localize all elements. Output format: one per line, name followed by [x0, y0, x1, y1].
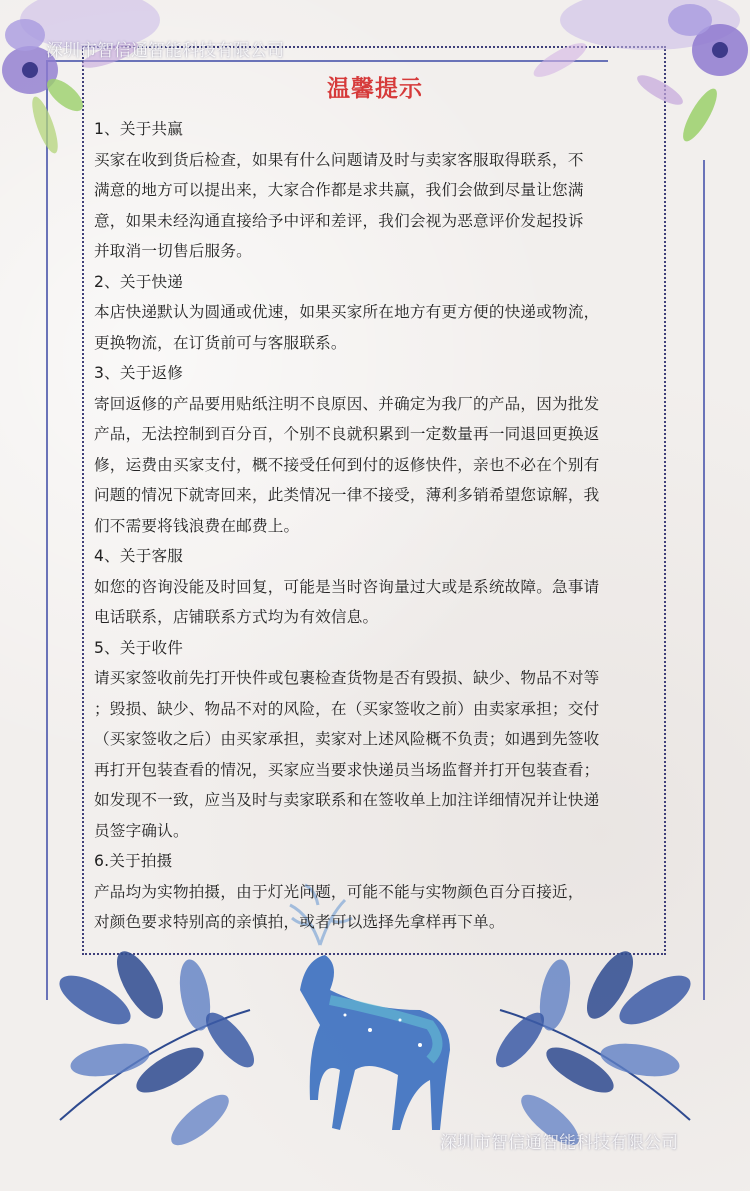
section-text-line: 买家在收到货后检查，如果有什么问题请及时与卖家客服取得联系，不 — [94, 150, 584, 169]
section-text-line: 产品均为实物拍摄，由于灯光问题，可能不能与实物颜色百分百接近， — [94, 882, 584, 901]
section-text-line: 请买家签收前先打开快件或包裹检查货物是否有毁损、缺少、物品不对等 — [94, 669, 600, 687]
section-text-line: （买家签收之后）由买家承担，卖家对上述风险概不负责；如遇到先签收 — [94, 730, 600, 748]
section-text-line: 满意的地方可以提出来，大家合作都是求共赢，我们会做到尽量让您满 — [94, 181, 584, 199]
section-heading: 6.关于拍摄 — [94, 852, 173, 870]
notice-content — [94, 114, 660, 938]
section-text-line: 如您的咨询没能及时回复，可能是当时咨询量过大或是系统故障。急事请 — [94, 577, 600, 596]
section-heading: 2、关于快递 — [94, 272, 184, 291]
section-heading: 4、关于客服 — [94, 547, 184, 565]
watermark-bottom: 深圳市智信通智能科技有限公司 — [440, 1133, 678, 1153]
section-text-line: 产品，无法控制到百分百，个别不良就积累到一定数量再一同退回更换返 — [94, 425, 600, 443]
section-text-line: 员签字确认。 — [94, 821, 189, 840]
section-text-line: 对颜色要求特别高的亲慎拍，或者可以选择先拿样再下单。 — [94, 913, 505, 931]
leaf-decoration-icon — [488, 945, 697, 1154]
section-text-line: 们不需要将钱浪费在邮费上。 — [94, 516, 300, 535]
leaf-decoration-icon — [52, 945, 261, 1154]
section-text-line: 再打开包装查看的情况，买家应当要求快递员当场监督并打开包装查看； — [94, 760, 600, 779]
section-text-line: ；毁损、缺少、物品不对的风险，在（买家签收之前）由卖家承担；交付 — [94, 699, 600, 718]
watermark-top: 深圳市智信通智能科技有限公司 — [46, 41, 284, 61]
page-title: 温馨提示 — [327, 76, 423, 102]
section-text-line: 更换物流，在订货前可与客服联系。 — [94, 333, 347, 352]
section-heading: 1、关于共赢 — [94, 120, 184, 138]
section-heading: 3、关于返修 — [94, 364, 184, 382]
section-text-line: 寄回返修的产品要用贴纸注明不良原因、并确定为我厂的产品，因为批发 — [94, 394, 600, 413]
section-text-line: 电话联系，店铺联系方式均为有效信息。 — [94, 608, 379, 626]
section-text-line: 本店快递默认为圆通或优速，如果买家所在地方有更方便的快递或物流， — [94, 303, 600, 321]
section-text-line: 问题的情况下就寄回来，此类情况一律不接受，薄利多销希望您谅解，我 — [94, 486, 600, 504]
section-text-line: 意，如果未经沟通直接给予中评和差评，我们会视为恶意评价发起投诉 — [94, 211, 584, 230]
section-text-line: 并取消一切售后服务。 — [94, 242, 252, 260]
section-text-line: 如发现不一致，应当及时与卖家联系和在签收单上加注详细情况并让快递 — [94, 791, 600, 809]
section-text-line: 修，运费由买家支付，概不接受任何到付的返修快件，亲也不必在个别有 — [94, 455, 600, 474]
section-heading: 5、关于收件 — [94, 638, 184, 657]
